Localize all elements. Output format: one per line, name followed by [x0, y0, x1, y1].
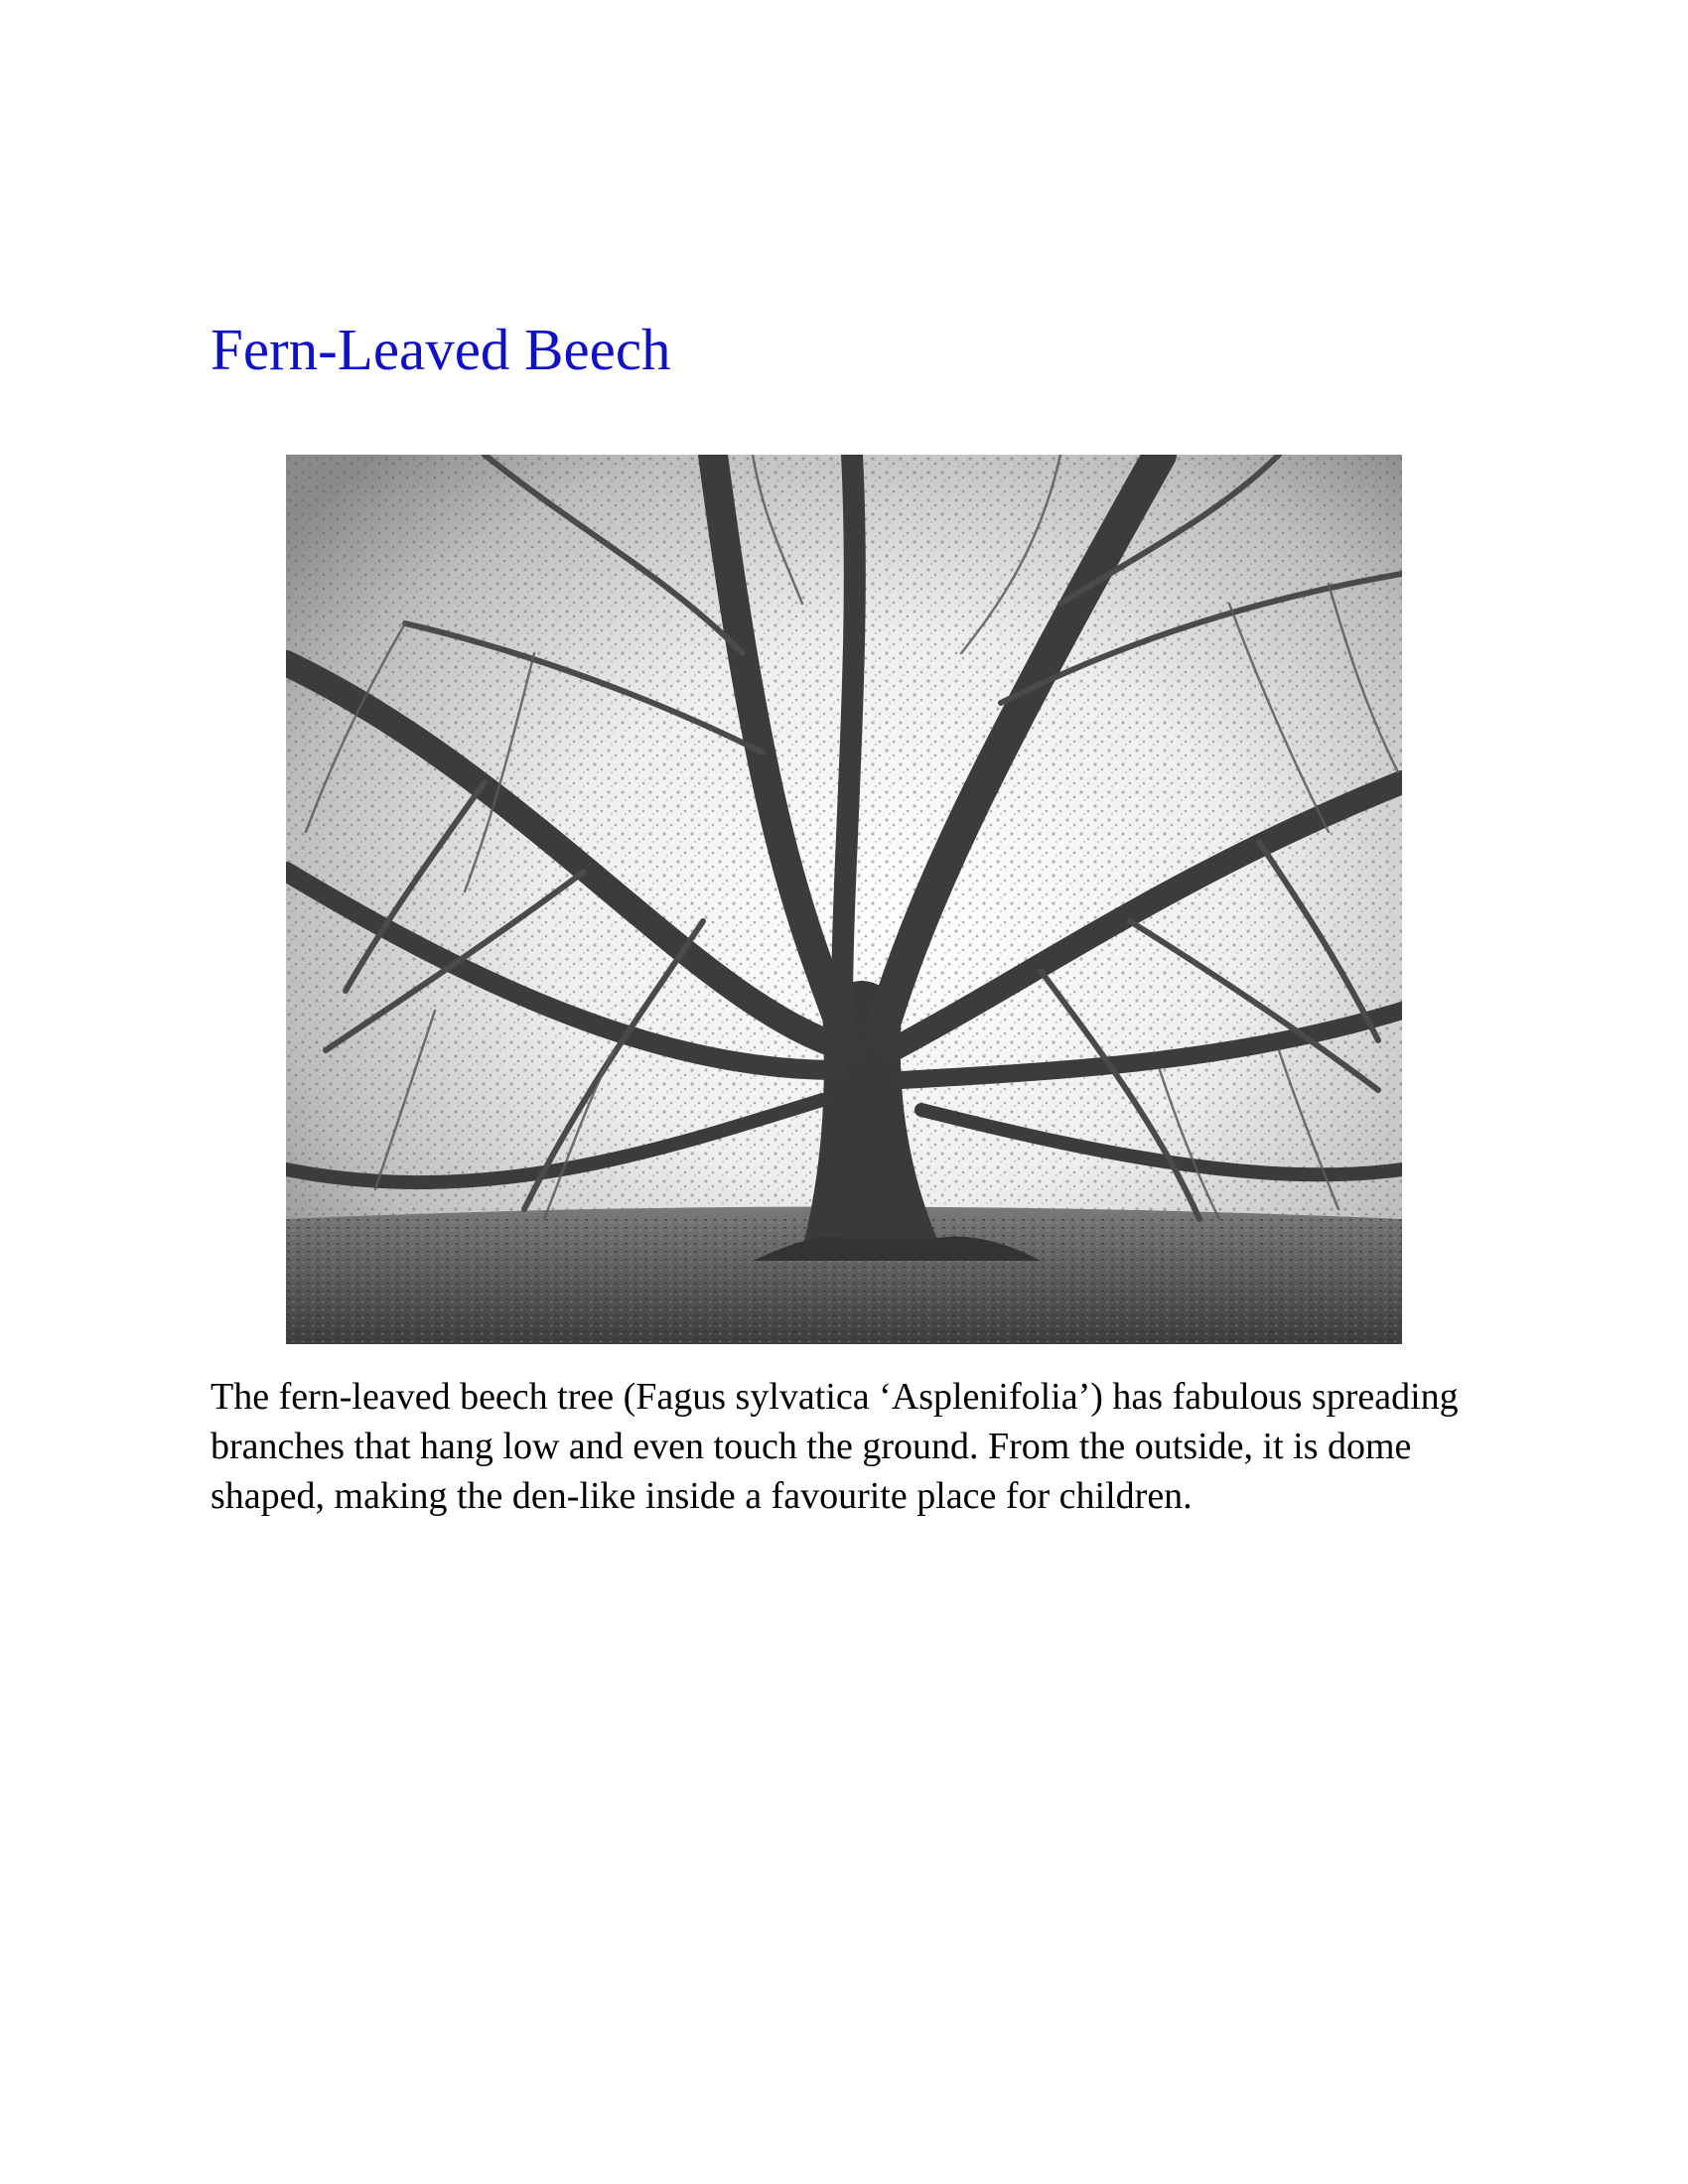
description-paragraph: The fern-leaved beech tree (Fagus sylvatica ‘Asplenifolia’) has fabulous spreading branches that hang low and even touch the ground. From the outside, it is dome shaped, making the den-like inside a favourite place for children. — [211, 1376, 1459, 1517]
page-title: Fern-Leaved Beech — [211, 317, 671, 382]
tree-photo-icon — [286, 455, 1402, 1344]
tree-photograph — [286, 455, 1402, 1344]
